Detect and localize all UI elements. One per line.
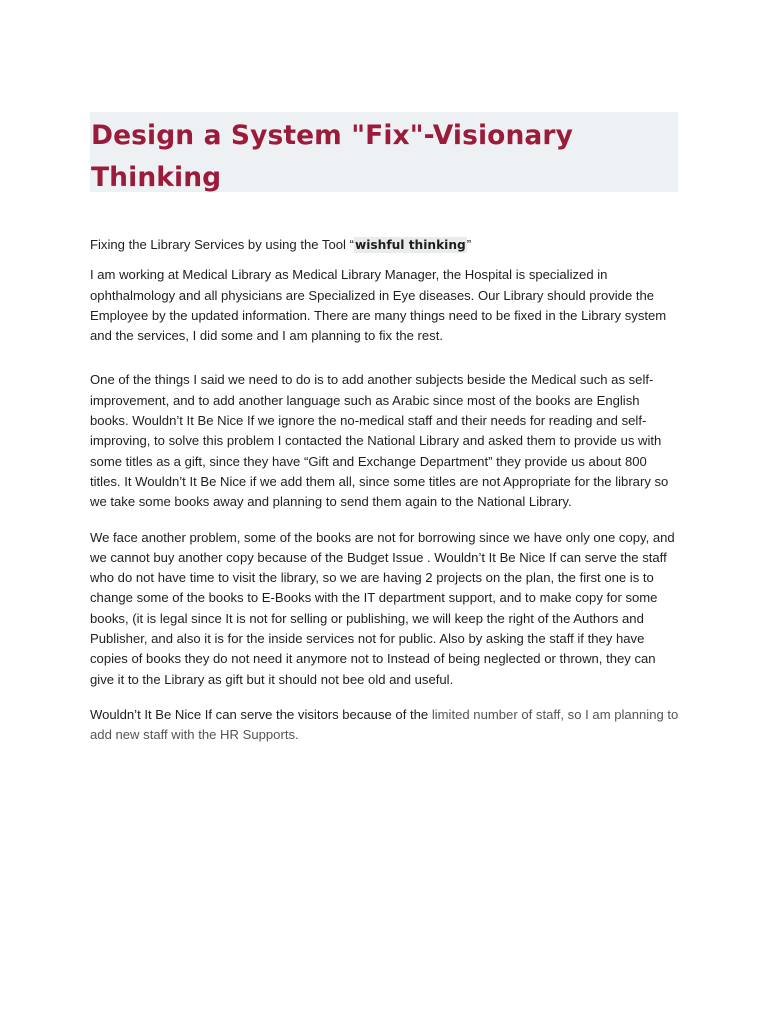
paragraph-3: We face another problem, some of the books are not for borrowing since we have only one copy, and we cannot buy another copy because of the Budget Issue . Wouldn’t It Be Nice If can serve the staff who do not have time to visit the library, so we are having 2 projects on the plan, the first one is to change some of the books to E-Books with the IT department support, and to make copy for some books, (it is legal since It is not for selling or publishing, we will keep the right of the Authors and Publisher, and also it is for the inside services not for public. Also by asking the staff if they have copies of books they do not need it anymore not to Instead of being neglected or thrown, they can give it to the Library as gift but it should not bee old and useful. bbox=[90, 529, 675, 687]
intro-prefix: Fixing the Library Services by using the Tool “ bbox=[90, 237, 354, 252]
page-title: Design a System "Fix"-Visionary Thinking bbox=[91, 120, 573, 193]
intro-suffix: ” bbox=[466, 237, 472, 252]
document-body bbox=[90, 235, 680, 746]
paragraph-4-prefix: Wouldn’t It Be Nice If can serve the visitors because of the bbox=[90, 706, 432, 722]
paragraph-4-muted: limited number of staff, so I am planning to add new staff with the HR Supports. bbox=[90, 706, 679, 743]
paragraph-4 bbox=[90, 705, 680, 746]
paragraph-1: I am working at Medical Library as Medical Library Manager, the Hospital is specialized in ophthalmology and all physicians are Specialized in Eye diseases. Our Library should provide the Employee by the updated information. There are many things need to be fixed in the Library system and the services, I did some and I am planning to fix the rest. bbox=[90, 267, 667, 344]
intro-line bbox=[90, 235, 680, 255]
intro-highlight: wishful thinking bbox=[354, 238, 466, 252]
paragraph-2: One of the things I said we need to do is to add another subjects beside the Medical such as self-improvement, and to add another language such as Arabic since most of the books are English books. Wouldn’t It Be Nice If we ignore the no-medical staff and their needs for reading and self-improving, to solve this problem I contacted the National Library and asked them to provide us with some titles as a gift, since they have “Gift and Exchange Department” they provide us about 800 titles. It Wouldn’t It Be Nice if we add them all, since some titles are not Appropriate for the library so we take some books away and planning to send them again to the National Library. bbox=[90, 372, 669, 510]
title-block bbox=[90, 112, 678, 192]
